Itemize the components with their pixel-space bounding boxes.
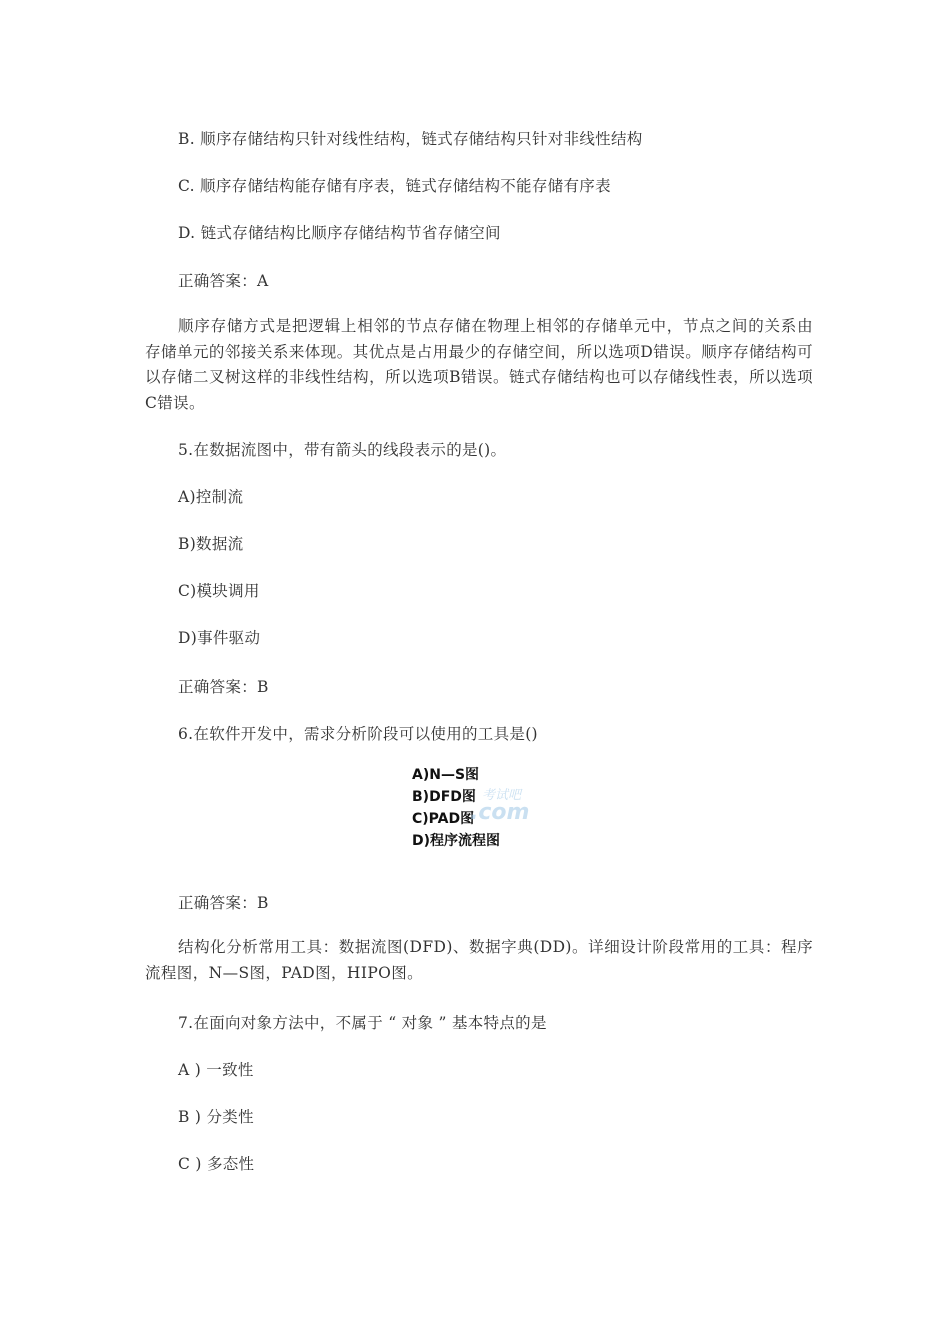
explanation-4: 顺序存储方式是把逻辑上相邻的节点存储在物理上相邻的存储单元中，节点之间的关系由存储单元的邻接关系来体现。其优点是占用最少的存储空间，所以选项D错误。顺序存储结构可以存储二叉树这样的非线性结构，所以选项B错误。链式存储结构也可以存储线性表，所以选项C错误。 xyxy=(145,317,813,412)
q5-option-a: A)控制流 xyxy=(178,488,244,506)
q5-option-c: C)模块调用 xyxy=(178,582,260,600)
q7-option-a: A ) 一致性 xyxy=(178,1061,254,1079)
explanation-6: 结构化分析常用工具：数据流图(DFD)、数据字典(DD)。详细设计阶段常用的工具：程序流程图，N—S图，PAD图，HIPO图。 xyxy=(145,938,813,982)
watermark: .com xyxy=(470,800,530,825)
figure-option-a: A)N—S图 xyxy=(412,767,480,783)
figure-option-b: B)DFD图 xyxy=(412,789,476,805)
option-d: D. 链式存储结构比顺序存储结构节省存储空间 xyxy=(178,224,501,242)
q5-option-b: B)数据流 xyxy=(178,535,244,553)
figure-option-d: D)程序流程图 xyxy=(412,833,501,849)
watermark-top: 考试吧 xyxy=(482,788,522,803)
option-b: B. 顺序存储结构只针对线性结构，链式存储结构只针对非线性结构 xyxy=(178,130,643,148)
answer-4: 正确答案：A xyxy=(178,272,269,290)
q6-options-figure xyxy=(412,764,547,858)
q7-option-b: B ) 分类性 xyxy=(178,1108,254,1126)
question-7: 7.在面向对象方法中，不属于 “ 对象 ” 基本特点的是 xyxy=(178,1014,547,1032)
answer-6: 正确答案：B xyxy=(178,894,269,912)
figure-option-c: C)PAD图 xyxy=(412,811,475,827)
answer-5: 正确答案：B xyxy=(178,678,269,696)
q7-option-c: C ) 多态性 xyxy=(178,1155,255,1173)
q5-option-d: D)事件驱动 xyxy=(178,629,261,647)
option-c: C. 顺序存储结构能存储有序表，链式存储结构不能存储有序表 xyxy=(178,177,611,195)
question-5: 5.在数据流图中，带有箭头的线段表示的是()。 xyxy=(178,441,507,459)
question-6: 6.在软件开发中，需求分析阶段可以使用的工具是() xyxy=(178,725,538,743)
